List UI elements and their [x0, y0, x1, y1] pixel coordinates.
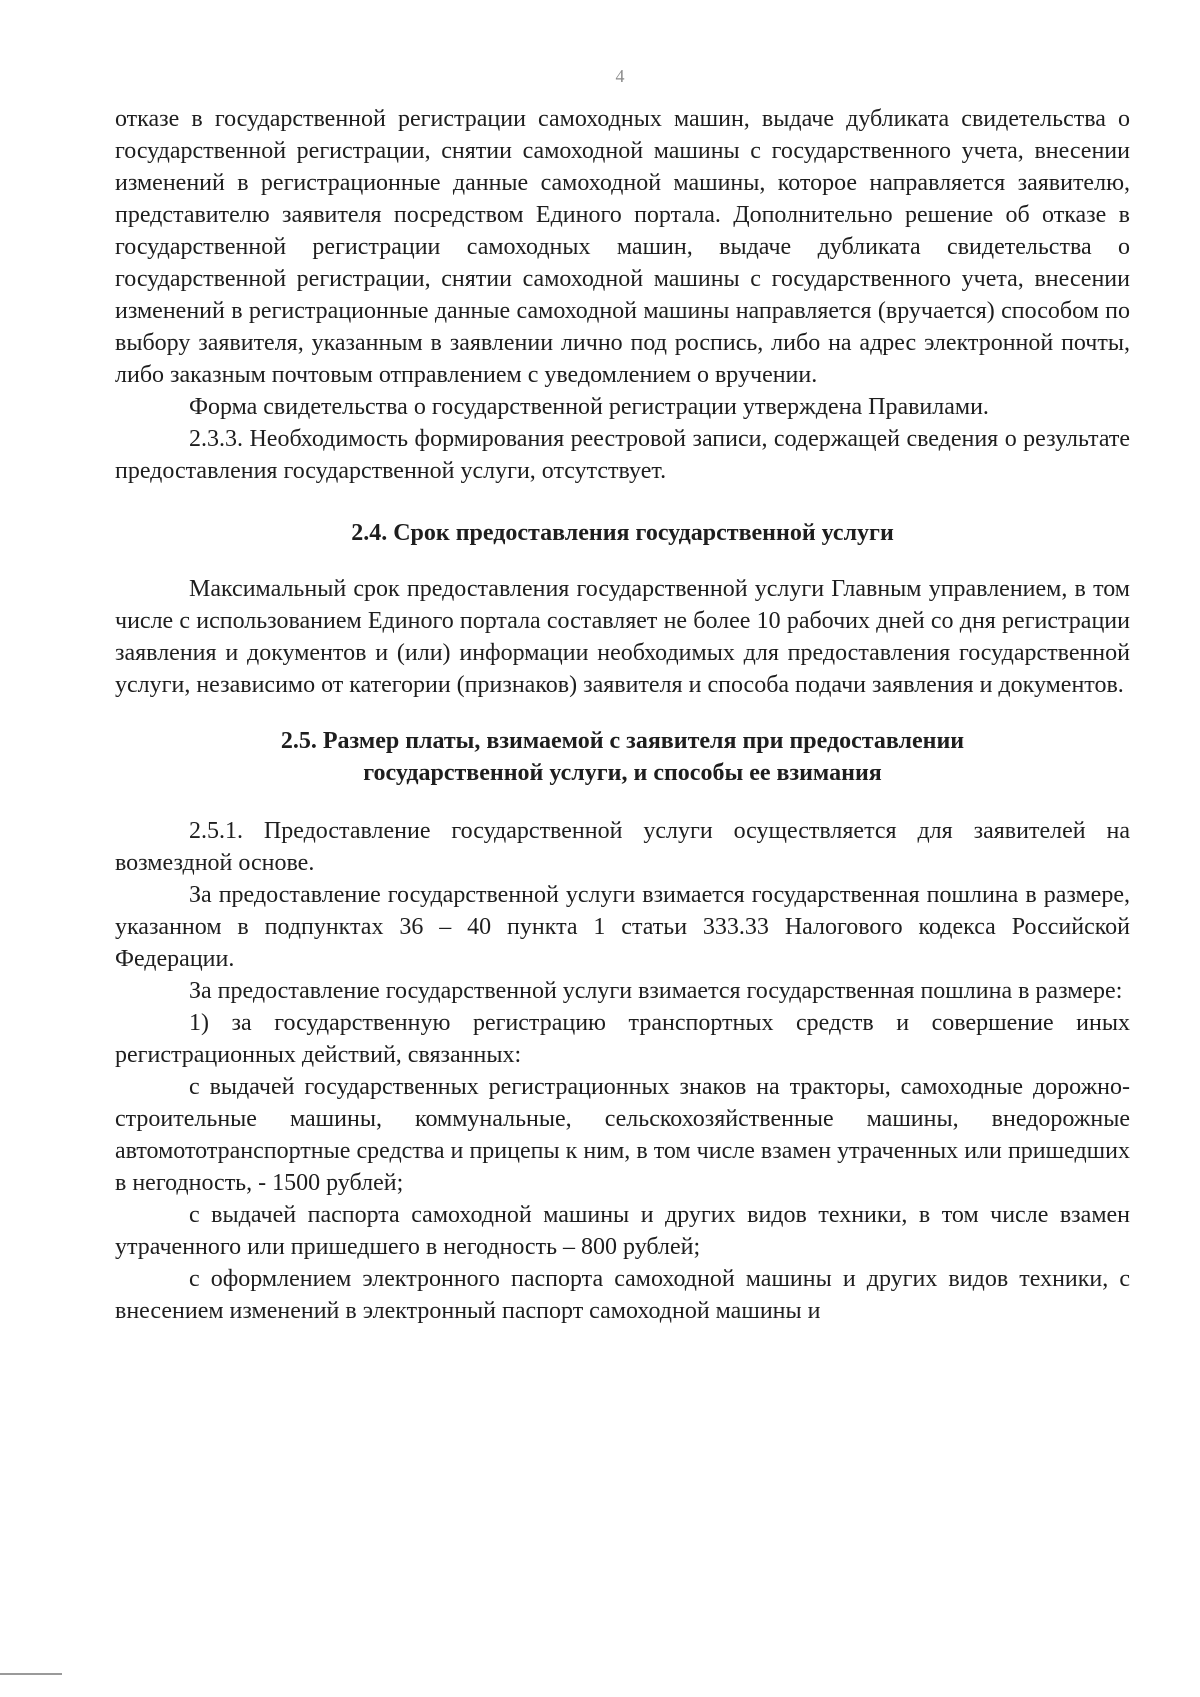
heading-2-5-line-1: 2.5. Размер платы, взимаемой с заявителя при предоставлении	[280, 728, 965, 754]
document-body	[115, 103, 1130, 1327]
paragraph-item-1: 1) за государственную регистрацию транспортных средств и совершение иных регистрационных действий, связанных:	[115, 1010, 1130, 1068]
scan-edge-mark	[0, 1673, 62, 1675]
paragraph-e-passport-fee: с оформлением электронного паспорта самоходной машины и других видов техники, с внесением изменений в электронный паспорт самоходной машины и	[115, 1266, 1130, 1324]
paragraph-2-5-1: 2.5.1. Предоставление государственной услуги осуществляется для заявителей на возмездной основе.	[115, 818, 1130, 876]
paragraph-refusal-decision: отказе в государственной регистрации самоходных машин, выдаче дубликата свидетельства о государственной регистрации, снятии самоходной машины с государственного учета, внесении изменений в регистрационные данные самоходной машины, которое направляется заявителю, представителю заявителя посредством Единого портала. Дополнительно решение об отказе в государственной регистрации самоходных машин, выдаче дубликата свидетельства о государственной регистрации, снятии самоходной машины с государственного учета, внесении изменений в регистрационные данные самоходной машины направляется (вручается) способом по выбору заявителя, указанным в заявлении лично под роспись, либо на адрес электронной почты, либо заказным почтовым отправлением с уведомлением о вручении.	[115, 106, 1130, 388]
paragraph-2-3-3: 2.3.3. Необходимость формирования реестровой записи, содержащей сведения о результате предоставления государственной услуги, отсутствует.	[115, 426, 1130, 484]
heading-2-5-line-2: государственной услуги, и способы ее взимания	[363, 760, 882, 786]
paragraph-state-duty-amount: За предоставление государственной услуги взимается государственная пошлина в размере:	[189, 978, 1123, 1004]
paragraph-passport-fee: с выдачей паспорта самоходной машины и других видов техники, в том числе взамен утраченного или пришедшего в негодность – 800 рублей;	[115, 1202, 1130, 1260]
paragraph-max-term: Максимальный срок предоставления государственной услуги Главным управлением, в том числе с использованием Единого портала составляет не более 10 рабочих дней со дня регистрации заявления и документов и (или) информации необходимых для предоставления государственной услуги, независимо от категории (признаков) заявителя и способа подачи заявления и документов.	[115, 576, 1130, 698]
heading-2-4: 2.4. Срок предоставления государственной услуги	[351, 520, 894, 546]
paragraph-plates-fee: с выдачей государственных регистрационных знаков на тракторы, самоходные дорожно-строительные машины, коммунальные, сельскохозяйственные машины, внедорожные автомототранспортные средства и прицепы к ним, в том числе взамен утраченных или пришедших в негодность, - 1500 рублей;	[115, 1074, 1130, 1196]
page-number: 4	[615, 66, 625, 86]
heading-2-5	[115, 725, 1130, 789]
paragraph-certificate-form: Форма свидетельства о государственной регистрации утверждена Правилами.	[189, 394, 989, 420]
paragraph-state-duty-tax-code: За предоставление государственной услуги взимается государственная пошлина в размере, указанном в подпунктах 36 – 40 пункта 1 статьи 333.33 Налогового кодекса Российской Федерации.	[115, 882, 1130, 972]
